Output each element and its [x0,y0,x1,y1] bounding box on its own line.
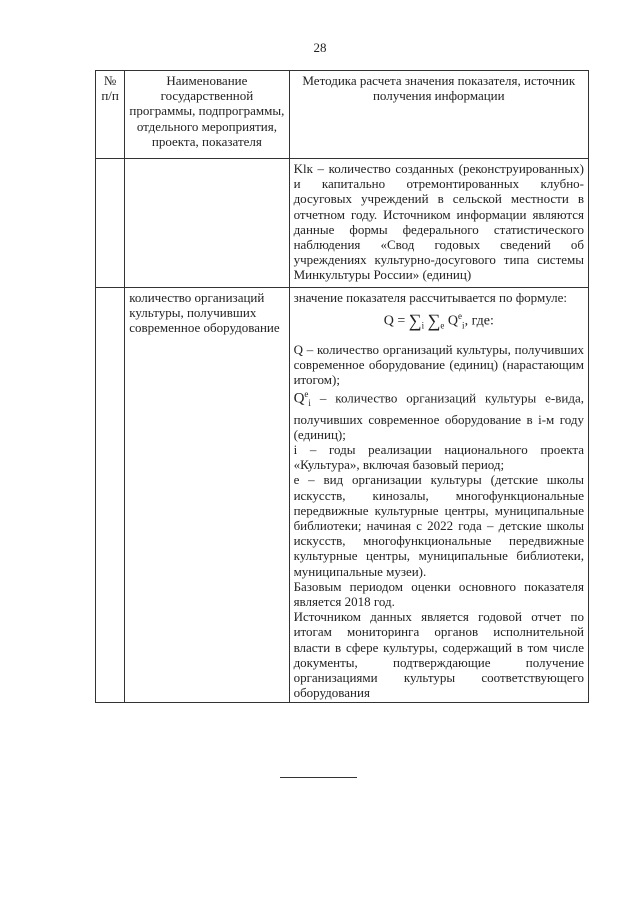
table-row [96,288,589,703]
table-row [96,159,589,288]
formula [294,309,584,334]
row1-number-cell [96,159,125,288]
formula-lhs: Q = [383,313,406,329]
separator-line [280,777,357,778]
header-method-cell: Методика расчета значения показателя, источник получения информации [289,71,588,159]
formula-q: Q [447,313,459,329]
qie-sub: i [308,398,311,409]
sum-symbol: ∑ [408,310,422,331]
formula-q-sub: i [462,320,465,331]
base-period-text: Базовым периодом оценки основного показателя является 2018 год. [293,578,584,610]
qie-symbol: Q [293,390,305,407]
definition-qie [294,387,584,442]
row1-method-cell: Klк – количество созданных (реконструированных) и капитально отремонтированных клубно-досуговых учреждений в сельской местности в отчетном году. Источником информации являются данные формы федерального статистического наблюдения «Свод годовых сведений об учреждениях культурно-досугового типа системы Минкультуры России» (единиц) [289,159,588,288]
definition-q: Q – количество организаций культуры, получивших современное оборудование (единиц) (нарастающим итогом); [293,341,584,388]
row2-number-cell [96,288,125,703]
header-number-cell: № п/п [96,71,125,159]
definition-i: i – годы реализации национального проекта «Культура», включая базовый период; [293,442,584,473]
row1-name-cell [125,159,289,288]
definition-e: e – вид организации культуры (детские школы искусств, кинозалы, многофункциональные передвижные культурные центры, муниципальные библиотеки; начиная с 2022 года – детские школы искусств, многофункциональные передвижные культурные центры, муниципальные библиотеки, муниципальные музеи). [293,472,584,579]
sum-symbol: ∑ [427,310,441,331]
data-source-text: Источником данных является годовой отчет по итогам мониторинга органов исполнительной власти в сфере культуры, содержащий в том числе документы, подтверждающие получение организациями культуры соответствующего оборудования [293,609,584,701]
indicator-table [95,70,589,703]
sum-index-e: e [440,320,445,331]
row2-name-cell: количество организаций культуры, получивших современное оборудование [125,288,289,703]
qie-sup: e [304,389,309,400]
formula-q-sup: e [458,311,463,322]
row2-method-cell [289,288,588,703]
formula-tail: , где: [464,313,494,329]
sum-index-i: i [421,320,425,331]
formula-intro: значение показателя рассчитывается по формуле: [293,290,567,305]
table-header-row [96,71,589,159]
page-number: 28 [313,40,327,55]
header-name-cell: Наименование государственной программы, подпрограммы, отдельного мероприятия, проекта, показателя [125,71,289,159]
qie-text: – количество организаций культуры e-вида, получивших современное оборудование в i-м году (единиц); [293,390,584,442]
